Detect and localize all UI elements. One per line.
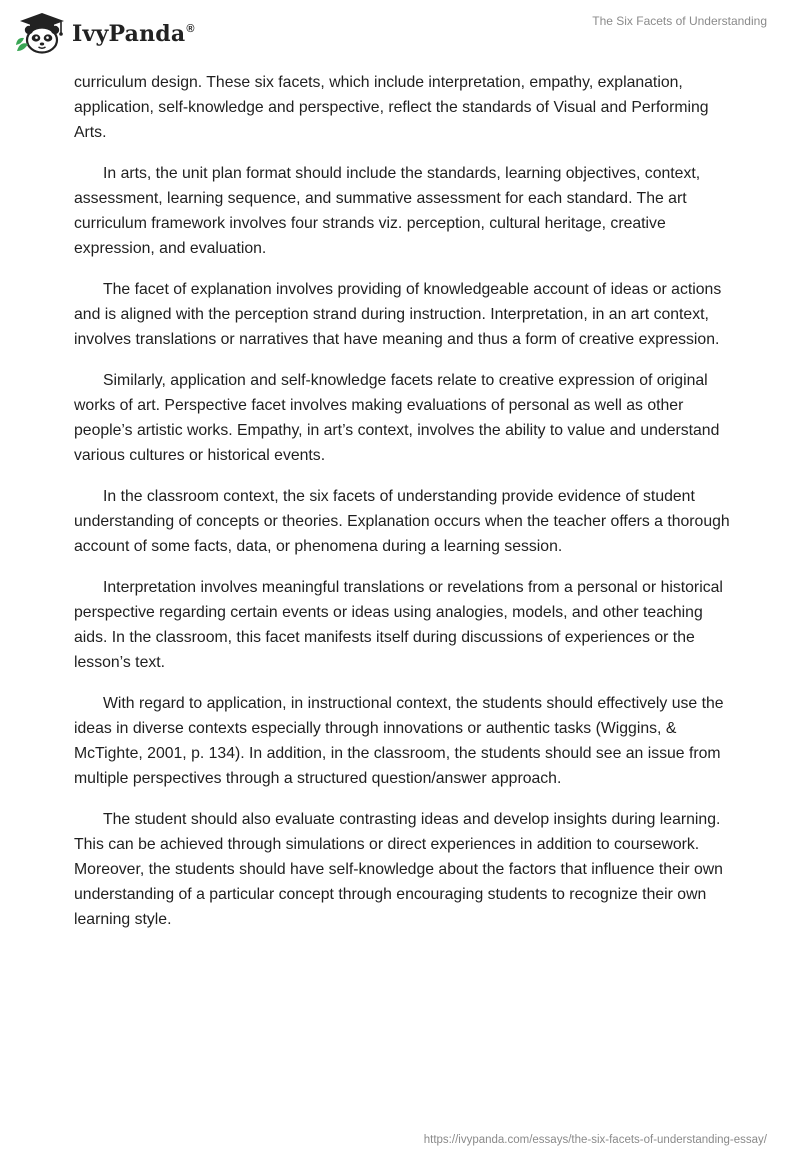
panda-graduate-icon xyxy=(14,11,66,55)
page-header xyxy=(0,0,800,70)
paragraph-3: The facet of explanation involves providing of knowledgeable account of ideas or actions and is aligned with the perception strand during instruction. Interpretation, in an art context, involves translations or narratives that have meaning and thus a form of creative expression. xyxy=(74,281,722,348)
paragraph-5: In the classroom context, the six facets of understanding provide evidence of student understanding of concepts or theories. Explanation occurs when the teacher offers a thorough account of some facts, data, or phenomena during a learning session. xyxy=(74,488,730,555)
paragraph-8: The student should also evaluate contrasting ideas and develop insights during learning. This can be achieved through simulations or direct experiences in addition to coursework. Moreover, the students should have self-knowledge about the factors that influence their own understanding of a particular concept through encouraging students to recognize their own learning style. xyxy=(74,811,723,928)
ivypanda-logo[interactable] xyxy=(14,10,195,56)
registered-mark: ® xyxy=(186,23,195,35)
paragraph-6: Interpretation involves meaningful translations or revelations from a personal or historical perspective regarding certain events or ideas using analogies, models, and other teaching aids. In the classroom, this facet manifests itself during discussions of experiences or the lesson’s text. xyxy=(74,579,723,671)
paragraph-2: In arts, the unit plan format should include the standards, learning objectives, context, assessment, learning sequence, and summative assessment for each standard. The art curriculum framework involves four strands viz. perception, cultural heritage, creative expression, and evaluation. xyxy=(74,165,701,257)
source-url-link[interactable]: https://ivypanda.com/essays/the-six-facets-of-understanding-essay/ xyxy=(423,1134,767,1146)
essay-body xyxy=(74,70,734,948)
paragraph-4: Similarly, application and self-knowledge facets relate to creative expression of original works of art. Perspective facet involves making evaluations of personal as well as other people’s artistic works. Empathy, in art’s context, involves the ability to value and understand various cultures or historical events. xyxy=(74,372,720,464)
paragraph-1: curriculum design. These six facets, which include interpretation, empathy, explanation, application, self-knowledge and perspective, reflect the standards of Visual and Performing Arts. xyxy=(74,74,709,141)
brand-name: IvyPanda® xyxy=(72,21,195,47)
paragraph-7: With regard to application, in instructional context, the students should effectively use the ideas in diverse contexts especially through innovations or authentic tasks (Wiggins, & McTighte, 2001, p. 134). In addition, in the classroom, the students should see an issue from multiple perspectives through a structured question/answer approach. xyxy=(74,695,724,787)
document-title: The Six Facets of Understanding xyxy=(592,14,767,28)
